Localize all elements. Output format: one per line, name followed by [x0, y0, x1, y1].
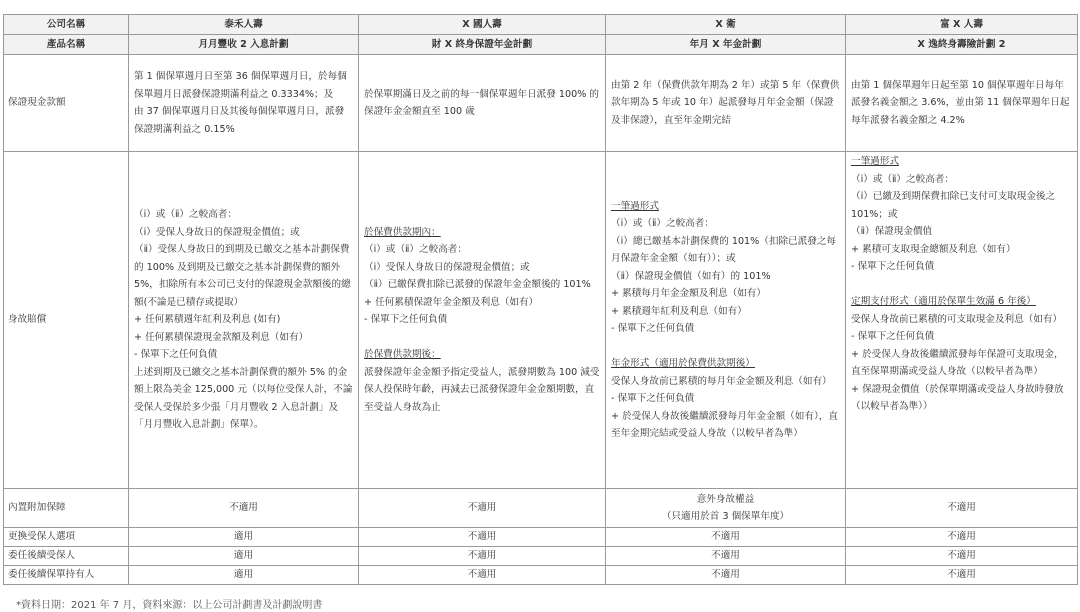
cell-taihe-death-benefit: （ⅰ）或（ⅱ）之較高者： （ⅰ）受保人身故日的保證現金價值；或 （ⅱ）受保人身故日的到期及已繳交之基本計劃保費的 100% 及到期及已繳交之基本計劃保費的額外 5%，扣除所有本公司已支付的保證現金款額後的總額(不論是已積存或提取） + 任何累積週年紅利及利息 (如有) + 任何累積保證現金款額及利息（如有） - 保單下之任何負債 上述到期及已繳交之基本計劃保費的額外 5% 的金額上限為美金 125,000 元（以每位受保人計，不論受保人受保於多少張「月月豐收 2 入息計劃」及「月月豐收入息計劃」保單）。: [129, 152, 359, 489]
cell-fux-company: 富 X 人壽: [846, 15, 1078, 35]
cell-xguo-change-insured: 不適用: [359, 528, 606, 547]
row-contingent-insured: [4, 547, 1078, 566]
cell-fux-contingent-owner: 不適用: [846, 566, 1078, 585]
cell-xwei-contingent-owner: 不適用: [606, 566, 846, 585]
cell-taihe-company: 泰禾人壽: [129, 15, 359, 35]
cell-taihe-contingent-insured: 適用: [129, 547, 359, 566]
cell-xguo-contingent-insured: 不適用: [359, 547, 606, 566]
row-product-name: [4, 35, 1078, 55]
cell-taihe-change-insured: 適用: [129, 528, 359, 547]
cell-xwei-death-benefit: 一筆過形式 （ⅰ）或（ⅱ）之較高者： （ⅰ）總已繳基本計劃保費的 101%（扣除已派發之每月保證年金金額（如有））；或 （ⅱ）保證現金價值（如有）的 101% + 累積每月年金金額及利息（如有） + 累積週年紅利及利息（如有） - 保單下之任何負債 年金形式（適用於保費供款期後） 受保人身故前已累積的每月年金金額及利息（如有） - 保單下之任何負債 + 於受保人身故後繼續派發每月年金金額（如有），直至年金期完結或受益人身故（以較早者為準）: [606, 152, 846, 489]
cell-xwei-change-insured: 不適用: [606, 528, 846, 547]
cell-taihe-contingent-owner: 適用: [129, 566, 359, 585]
cell-xguo-product: 財 X 終身保證年金計劃: [359, 35, 606, 55]
cell-fux-change-insured: 不適用: [846, 528, 1078, 547]
cell-taihe-guaranteed-cash: 第 1 個保單週月日至第 36 個保單週月日，於每個保單週月日派發保證期滿利益之 0.3334%；及 由 37 個保單週月日及其後每個保單週月日，派發保證期滿利益之 0.15%: [129, 55, 359, 152]
row-label: 公司名稱: [4, 15, 129, 35]
cell-fux-builtin: 不適用: [846, 489, 1078, 528]
cell-fux-product: X 逸終身壽險計劃 2: [846, 35, 1078, 55]
row-label: 保證現金款額: [4, 55, 129, 152]
cell-fux-contingent-insured: 不適用: [846, 547, 1078, 566]
row-label: 委任後續保單持有人: [4, 566, 129, 585]
row-label: 內置附加保障: [4, 489, 129, 528]
cell-xwei-product: 年月 X 年金計劃: [606, 35, 846, 55]
row-guaranteed-cash: [4, 55, 1078, 152]
cell-xwei-builtin: 意外身故權益 （只適用於首 3 個保單年度）: [606, 489, 846, 528]
row-contingent-owner: [4, 566, 1078, 585]
cell-fux-guaranteed-cash: 由第 1 個保單週年日起至第 10 個保單週年日每年派發名義金額之 3.6%，並由第 11 個保單週年日起每年派發名義金額之 4.2%: [846, 55, 1078, 152]
cell-xwei-guaranteed-cash: 由第 2 年（保費供款年期為 2 年）或第 5 年（保費供款年期為 5 年或 10 年）起派發每月年金金額（保證及非保證），直至年金期完結: [606, 55, 846, 152]
row-label: 更換受保人選項: [4, 528, 129, 547]
cell-xwei-company: X 衛: [606, 15, 846, 35]
row-company-name: [4, 15, 1078, 35]
comparison-table: [3, 14, 1078, 585]
footnote: *資料日期：2021 年 7 月，資料來源：以上公司計劃書及計劃說明書: [16, 600, 323, 611]
cell-xguo-death-benefit: 於保費供款期內： （ⅰ）或（ⅱ）之較高者： （ⅰ）受保人身故日的保證現金價值；或 （ⅱ）已繳保費扣除已派發的保證年金金額後的 101% + 任何累積保證年金金額及利息（如有） - 保單下之任何負債 於保費供款期後： 派發保證年金金額予指定受益人，派發期數為 100 減受保人投保時年齡，再減去已派發保證年金金額期數，直至受益人身故為止: [359, 152, 606, 489]
row-death-benefit: [4, 152, 1078, 489]
cell-xguo-guaranteed-cash: 於保單期滿日及之前的每一個保單週年日派發 100% 的保證年金金額直至 100 歲: [359, 55, 606, 152]
cell-xguo-contingent-owner: 不適用: [359, 566, 606, 585]
cell-fux-death-benefit: 一筆過形式 （ⅰ）或（ⅱ）之較高者： （ⅰ）已繳及到期保費扣除已支付可支取現金後之 101%；或 （ⅱ）保證現金價值 + 累積可支取現金總額及利息（如有） - 保單下之任何負債 定期支付形式（適用於保單生效滿 6 年後） 受保人身故前已累積的可支取現金及利息（如有） - 保單下之任何負債 + 於受保人身故後繼續派發每年保證可支取現金，直至保單期滿或受益人身故（以較早者為準） + 保證現金價值（於保單期滿或受益人身故時發放（以較早者為準））: [846, 152, 1078, 489]
cell-xguo-builtin: 不適用: [359, 489, 606, 528]
row-change-insured: [4, 528, 1078, 547]
cell-taihe-builtin: 不適用: [129, 489, 359, 528]
row-label: 產品名稱: [4, 35, 129, 55]
cell-xguo-company: X 國人壽: [359, 15, 606, 35]
row-builtin-protection: [4, 489, 1078, 528]
cell-xwei-contingent-insured: 不適用: [606, 547, 846, 566]
cell-taihe-product: 月月豐收 2 入息計劃: [129, 35, 359, 55]
row-label: 委任後續受保人: [4, 547, 129, 566]
row-label: 身故賠償: [4, 152, 129, 489]
